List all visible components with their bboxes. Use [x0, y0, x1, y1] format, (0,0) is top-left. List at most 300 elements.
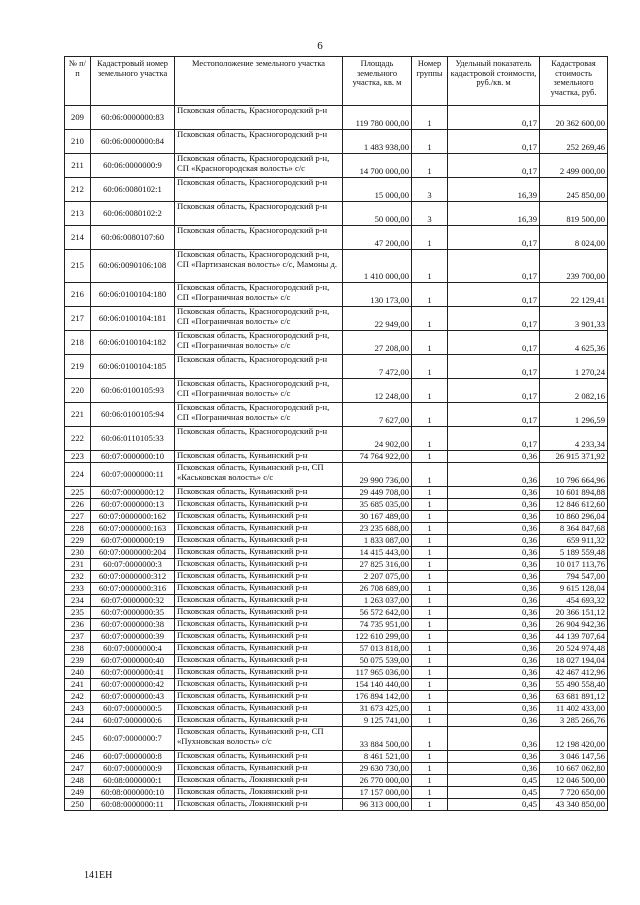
table-row	[65, 619, 608, 631]
cell-area: 122 610 299,00	[343, 631, 412, 643]
cell-cadastral-number: 60:06:0100104:185	[91, 355, 175, 379]
cell-group-number: 3	[412, 202, 448, 226]
cell-area: 14 700 000,00	[343, 154, 412, 178]
cell-cadastral-number: 60:06:0080102:1	[91, 178, 175, 202]
cell-area: 27 825 316,00	[343, 559, 412, 571]
cell-cadastral-number: 60:07:0000000:6	[91, 715, 175, 727]
cell-area: 26 708 689,00	[343, 583, 412, 595]
cell-row-number: 223	[65, 451, 91, 463]
cell-specific-value: 16,39	[448, 202, 540, 226]
cell-specific-value: 0,36	[448, 487, 540, 499]
cell-row-number: 232	[65, 571, 91, 583]
cell-area: 31 673 425,00	[343, 703, 412, 715]
cell-row-number: 242	[65, 691, 91, 703]
cell-cadastral-number: 60:06:0110105:33	[91, 427, 175, 451]
cell-cadastral-value: 10 860 296,04	[540, 511, 608, 523]
cell-row-number: 245	[65, 727, 91, 751]
cell-row-number: 248	[65, 775, 91, 787]
cell-cadastral-number: 60:07:0000000:39	[91, 631, 175, 643]
cell-group-number: 1	[412, 154, 448, 178]
cell-row-number: 249	[65, 787, 91, 799]
cell-cadastral-value: 12 046 500,00	[540, 775, 608, 787]
cell-specific-value: 0,36	[448, 511, 540, 523]
cell-area: 50 075 539,00	[343, 655, 412, 667]
cell-area: 29 630 730,00	[343, 763, 412, 775]
cell-row-number: 211	[65, 154, 91, 178]
cell-group-number: 1	[412, 799, 448, 811]
table-row	[65, 679, 608, 691]
cell-location: Псковская область, Куньинский р-н	[175, 655, 343, 667]
cell-area: 14 415 443,00	[343, 547, 412, 559]
cell-row-number: 217	[65, 307, 91, 331]
cell-area: 1 410 000,00	[343, 250, 412, 283]
cell-row-number: 222	[65, 427, 91, 451]
cell-specific-value: 0,36	[448, 679, 540, 691]
cell-cadastral-number: 60:07:0000000:204	[91, 547, 175, 559]
cell-specific-value: 0,17	[448, 379, 540, 403]
cell-cadastral-value: 5 189 559,48	[540, 547, 608, 559]
cell-group-number: 1	[412, 355, 448, 379]
table-row	[65, 523, 608, 535]
cell-cadastral-value: 22 129,41	[540, 283, 608, 307]
cell-cadastral-value: 8 364 847,68	[540, 523, 608, 535]
cell-location: Псковская область, Куньинский р-н	[175, 619, 343, 631]
cell-location: Псковская область, Куньинский р-н	[175, 535, 343, 547]
cell-specific-value: 0,36	[448, 595, 540, 607]
cell-specific-value: 0,36	[448, 763, 540, 775]
cell-specific-value: 0,17	[448, 355, 540, 379]
cell-group-number: 1	[412, 226, 448, 250]
cell-row-number: 226	[65, 499, 91, 511]
cell-cadastral-number: 60:07:0000000:162	[91, 511, 175, 523]
cell-cadastral-number: 60:07:0000000:11	[91, 463, 175, 487]
cell-group-number: 1	[412, 667, 448, 679]
cell-location: Псковская область, Куньинский р-н	[175, 487, 343, 499]
cell-area: 1 483 938,00	[343, 130, 412, 154]
table-row	[65, 799, 608, 811]
cell-cadastral-number: 60:07:0000000:312	[91, 571, 175, 583]
cell-specific-value: 0,17	[448, 130, 540, 154]
cell-cadastral-value: 44 139 707,64	[540, 631, 608, 643]
cell-group-number: 1	[412, 106, 448, 130]
cell-area: 154 140 440,00	[343, 679, 412, 691]
cell-location: Псковская область, Куньинский р-н	[175, 763, 343, 775]
cell-area: 30 167 489,00	[343, 511, 412, 523]
cell-cadastral-value: 239 700,00	[540, 250, 608, 283]
cell-area: 117 965 036,00	[343, 667, 412, 679]
cell-row-number: 214	[65, 226, 91, 250]
cell-location: Псковская область, Красногородский р-н, СП «Пограничная волость» с/с	[175, 283, 343, 307]
cell-group-number: 1	[412, 583, 448, 595]
cell-row-number: 236	[65, 619, 91, 631]
cell-location: Псковская область, Красногородский р-н	[175, 130, 343, 154]
table-row	[65, 487, 608, 499]
cell-group-number: 1	[412, 379, 448, 403]
cell-row-number: 210	[65, 130, 91, 154]
cell-row-number: 221	[65, 403, 91, 427]
header-area: Площадь земельного участка, кв. м	[343, 57, 412, 106]
cell-row-number: 220	[65, 379, 91, 403]
cell-area: 176 894 142,00	[343, 691, 412, 703]
table-row	[65, 607, 608, 619]
cell-cadastral-value: 63 681 891,12	[540, 691, 608, 703]
cell-specific-value: 0,36	[448, 499, 540, 511]
table-row	[65, 130, 608, 154]
cell-group-number: 1	[412, 751, 448, 763]
cell-cadastral-number: 60:06:0100104:181	[91, 307, 175, 331]
cell-location: Псковская область, Локнянский р-н	[175, 775, 343, 787]
cell-cadastral-value: 4 625,36	[540, 331, 608, 355]
cell-specific-value: 0,17	[448, 250, 540, 283]
cell-group-number: 1	[412, 619, 448, 631]
cell-cadastral-number: 60:07:0000000:35	[91, 607, 175, 619]
cell-specific-value: 0,36	[448, 703, 540, 715]
table-header-row	[65, 57, 608, 106]
cell-specific-value: 0,45	[448, 787, 540, 799]
table-row	[65, 535, 608, 547]
cell-cadastral-number: 60:07:0000000:41	[91, 667, 175, 679]
table-row	[65, 667, 608, 679]
cell-row-number: 230	[65, 547, 91, 559]
cell-cadastral-number: 60:07:0000000:38	[91, 619, 175, 631]
cell-row-number: 240	[65, 667, 91, 679]
cell-specific-value: 0,36	[448, 571, 540, 583]
cell-location: Псковская область, Красногородский р-н	[175, 427, 343, 451]
cell-group-number: 1	[412, 787, 448, 799]
cell-area: 22 949,00	[343, 307, 412, 331]
cell-cadastral-value: 42 467 412,96	[540, 667, 608, 679]
table-row	[65, 403, 608, 427]
cell-cadastral-value: 794 547,00	[540, 571, 608, 583]
cell-row-number: 218	[65, 331, 91, 355]
cell-specific-value: 0,36	[448, 463, 540, 487]
cell-area: 9 125 741,00	[343, 715, 412, 727]
table-row	[65, 703, 608, 715]
cell-row-number: 238	[65, 643, 91, 655]
cell-specific-value: 0,36	[448, 535, 540, 547]
cell-location: Псковская область, Красногородский р-н, СП «Пограничная волость» с/с	[175, 403, 343, 427]
cell-specific-value: 0,45	[448, 775, 540, 787]
cell-specific-value: 0,17	[448, 427, 540, 451]
cell-location: Псковская область, Куньинский р-н	[175, 679, 343, 691]
cell-location: Псковская область, Куньинский р-н	[175, 643, 343, 655]
cell-row-number: 244	[65, 715, 91, 727]
cell-area: 7 472,00	[343, 355, 412, 379]
cell-area: 7 627,00	[343, 403, 412, 427]
table-row	[65, 727, 608, 751]
cell-area: 96 313 000,00	[343, 799, 412, 811]
cell-cadastral-number: 60:06:0100105:94	[91, 403, 175, 427]
cell-specific-value: 0,17	[448, 106, 540, 130]
cell-area: 1 833 087,00	[343, 535, 412, 547]
cell-specific-value: 0,36	[448, 607, 540, 619]
cell-cadastral-value: 10 601 894,88	[540, 487, 608, 499]
cell-specific-value: 0,36	[448, 523, 540, 535]
cell-specific-value: 0,36	[448, 727, 540, 751]
cell-cadastral-value: 3 901,33	[540, 307, 608, 331]
table-row	[65, 154, 608, 178]
cell-cadastral-value: 26 915 371,92	[540, 451, 608, 463]
table-row	[65, 178, 608, 202]
cell-specific-value: 0,36	[448, 559, 540, 571]
table-row	[65, 451, 608, 463]
cell-group-number: 1	[412, 547, 448, 559]
cell-cadastral-value: 20 362 600,00	[540, 106, 608, 130]
table-row	[65, 106, 608, 130]
table-row	[65, 226, 608, 250]
cell-row-number: 229	[65, 535, 91, 547]
table-row	[65, 559, 608, 571]
cell-specific-value: 16,39	[448, 178, 540, 202]
cell-row-number: 243	[65, 703, 91, 715]
cell-location: Псковская область, Красногородский р-н	[175, 355, 343, 379]
cell-cadastral-number: 60:07:0000000:8	[91, 751, 175, 763]
cell-cadastral-number: 60:07:0000000:10	[91, 451, 175, 463]
cell-area: 15 000,00	[343, 178, 412, 202]
cell-area: 56 572 642,00	[343, 607, 412, 619]
cell-specific-value: 0,36	[448, 631, 540, 643]
cell-location: Псковская область, Красногородский р-н, СП «Партизанская волость» с/с, Мамоны д.	[175, 250, 343, 283]
cell-row-number: 237	[65, 631, 91, 643]
cell-location: Псковская область, Куньинский р-н	[175, 631, 343, 643]
table-row	[65, 463, 608, 487]
cell-cadastral-number: 60:07:0000000:5	[91, 703, 175, 715]
cell-row-number: 233	[65, 583, 91, 595]
table-row	[65, 307, 608, 331]
cell-row-number: 231	[65, 559, 91, 571]
cell-cadastral-value: 3 046 147,56	[540, 751, 608, 763]
cell-group-number: 1	[412, 250, 448, 283]
cell-location: Псковская область, Красногородский р-н	[175, 178, 343, 202]
cell-group-number: 1	[412, 643, 448, 655]
cell-cadastral-number: 60:06:0100104:182	[91, 331, 175, 355]
cell-cadastral-value: 7 720 650,00	[540, 787, 608, 799]
cell-location: Псковская область, Куньинский р-н	[175, 595, 343, 607]
cell-cadastral-value: 10 667 062,80	[540, 763, 608, 775]
cell-specific-value: 0,45	[448, 799, 540, 811]
cell-cadastral-value: 245 850,00	[540, 178, 608, 202]
cell-specific-value: 0,36	[448, 655, 540, 667]
cell-row-number: 250	[65, 799, 91, 811]
cell-cadastral-value: 10 017 113,76	[540, 559, 608, 571]
cell-location: Псковская область, Куньинский р-н	[175, 547, 343, 559]
cell-group-number: 1	[412, 283, 448, 307]
cell-cadastral-number: 60:06:0100104:180	[91, 283, 175, 307]
cell-location: Псковская область, Куньинский р-н	[175, 691, 343, 703]
cell-cadastral-value: 819 500,00	[540, 202, 608, 226]
cell-location: Псковская область, Куньинский р-н	[175, 715, 343, 727]
cell-cadastral-number: 60:07:0000000:12	[91, 487, 175, 499]
cell-cadastral-number: 60:06:0090106:108	[91, 250, 175, 283]
table-row	[65, 643, 608, 655]
cell-row-number: 213	[65, 202, 91, 226]
cell-group-number: 1	[412, 403, 448, 427]
table-row	[65, 571, 608, 583]
table-row	[65, 283, 608, 307]
cell-location: Псковская область, Красногородский р-н	[175, 106, 343, 130]
cell-group-number: 1	[412, 511, 448, 523]
cell-row-number: 234	[65, 595, 91, 607]
header-cadastral-number: Кадастровый номер земельного участка	[91, 57, 175, 106]
cell-group-number: 1	[412, 571, 448, 583]
cell-cadastral-value: 55 490 558,40	[540, 679, 608, 691]
cell-cadastral-value: 26 904 942,36	[540, 619, 608, 631]
header-cadastral-value: Кадастровая стоимость земельного участка, руб.	[540, 57, 608, 106]
cell-specific-value: 0,17	[448, 331, 540, 355]
cell-row-number: 247	[65, 763, 91, 775]
cell-specific-value: 0,36	[448, 583, 540, 595]
table-row	[65, 751, 608, 763]
cell-area: 130 173,00	[343, 283, 412, 307]
cell-group-number: 1	[412, 775, 448, 787]
cell-group-number: 1	[412, 463, 448, 487]
cell-area: 23 235 688,00	[343, 523, 412, 535]
cell-row-number: 224	[65, 463, 91, 487]
cell-cadastral-value: 8 024,00	[540, 226, 608, 250]
cell-cadastral-number: 60:06:0000000:84	[91, 130, 175, 154]
cell-area: 119 780 000,00	[343, 106, 412, 130]
header-location: Местоположение земельного участка	[175, 57, 343, 106]
page-number: 6	[317, 40, 323, 52]
cell-location: Псковская область, Локнянский р-н	[175, 787, 343, 799]
cell-location: Псковская область, Куньинский р-н	[175, 571, 343, 583]
cell-row-number: 227	[65, 511, 91, 523]
table-row	[65, 631, 608, 643]
table-row	[65, 595, 608, 607]
cell-area: 74 735 951,00	[343, 619, 412, 631]
cell-group-number: 1	[412, 631, 448, 643]
cell-specific-value: 0,17	[448, 283, 540, 307]
cell-row-number: 241	[65, 679, 91, 691]
cell-row-number: 239	[65, 655, 91, 667]
cell-cadastral-number: 60:06:0100105:93	[91, 379, 175, 403]
cell-location: Псковская область, Куньинский р-н	[175, 751, 343, 763]
cell-group-number: 1	[412, 703, 448, 715]
cell-location: Псковская область, Локнянский р-н	[175, 799, 343, 811]
cell-specific-value: 0,36	[448, 451, 540, 463]
table-row	[65, 547, 608, 559]
cell-cadastral-value: 20 366 151,12	[540, 607, 608, 619]
cell-location: Псковская область, Куньинский р-н	[175, 499, 343, 511]
cell-row-number: 215	[65, 250, 91, 283]
cell-cadastral-value: 454 693,32	[540, 595, 608, 607]
cell-location: Псковская область, Куньинский р-н	[175, 667, 343, 679]
cell-cadastral-value: 18 027 194,04	[540, 655, 608, 667]
cell-row-number: 246	[65, 751, 91, 763]
cell-area: 57 013 818,00	[343, 643, 412, 655]
table-row	[65, 250, 608, 283]
cell-group-number: 1	[412, 715, 448, 727]
cell-cadastral-number: 60:07:0000000:42	[91, 679, 175, 691]
cell-location: Псковская область, Куньинский р-н	[175, 511, 343, 523]
header-group: Номер группы	[412, 57, 448, 106]
cell-cadastral-number: 60:07:0000000:9	[91, 763, 175, 775]
cell-area: 74 764 922,00	[343, 451, 412, 463]
cell-area: 50 000,00	[343, 202, 412, 226]
table-row	[65, 499, 608, 511]
cell-cadastral-value: 2 082,16	[540, 379, 608, 403]
cell-group-number: 1	[412, 331, 448, 355]
cell-location: Псковская область, Куньинский р-н, СП «Пухновская волость» с/с	[175, 727, 343, 751]
cell-row-number: 209	[65, 106, 91, 130]
cell-group-number: 1	[412, 679, 448, 691]
cell-area: 29 990 736,00	[343, 463, 412, 487]
table-row	[65, 427, 608, 451]
cell-row-number: 228	[65, 523, 91, 535]
cell-cadastral-value: 252 269,46	[540, 130, 608, 154]
cell-cadastral-number: 60:08:0000000:1	[91, 775, 175, 787]
cell-row-number: 225	[65, 487, 91, 499]
cell-cadastral-number: 60:07:0000000:13	[91, 499, 175, 511]
cell-area: 47 200,00	[343, 226, 412, 250]
cell-row-number: 216	[65, 283, 91, 307]
table-row	[65, 715, 608, 727]
cell-area: 27 208,00	[343, 331, 412, 355]
table-row	[65, 787, 608, 799]
table-row	[65, 655, 608, 667]
table-row	[65, 379, 608, 403]
cadastral-table	[64, 56, 608, 811]
cell-cadastral-value: 12 846 612,60	[540, 499, 608, 511]
cell-area: 35 685 035,00	[343, 499, 412, 511]
cell-cadastral-number: 60:07:0000000:19	[91, 535, 175, 547]
cell-location: Псковская область, Куньинский р-н, СП «Каськовская волость» с/с	[175, 463, 343, 487]
cell-specific-value: 0,36	[448, 751, 540, 763]
cell-group-number: 1	[412, 307, 448, 331]
cell-specific-value: 0,36	[448, 619, 540, 631]
cell-cadastral-number: 60:07:0000000:40	[91, 655, 175, 667]
cell-group-number: 1	[412, 523, 448, 535]
table-row	[65, 511, 608, 523]
cell-group-number: 1	[412, 130, 448, 154]
cell-area: 12 248,00	[343, 379, 412, 403]
cell-cadastral-number: 60:07:0000000:163	[91, 523, 175, 535]
cell-cadastral-number: 60:06:0000000:83	[91, 106, 175, 130]
cell-location: Псковская область, Куньинский р-н	[175, 523, 343, 535]
cell-group-number: 1	[412, 559, 448, 571]
cell-cadastral-value: 12 198 420,00	[540, 727, 608, 751]
cell-cadastral-number: 60:07:0000000:32	[91, 595, 175, 607]
cell-specific-value: 0,36	[448, 667, 540, 679]
cell-location: Псковская область, Куньинский р-н	[175, 559, 343, 571]
cell-cadastral-number: 60:07:0000000:4	[91, 643, 175, 655]
cell-cadastral-number: 60:08:0000000:10	[91, 787, 175, 799]
cell-group-number: 3	[412, 178, 448, 202]
cell-cadastral-value: 4 233,34	[540, 427, 608, 451]
cell-area: 1 263 037,00	[343, 595, 412, 607]
cell-row-number: 235	[65, 607, 91, 619]
cell-area: 17 157 000,00	[343, 787, 412, 799]
header-num: № п/п	[65, 57, 91, 106]
cell-group-number: 1	[412, 655, 448, 667]
cell-cadastral-value: 1 270,24	[540, 355, 608, 379]
header-specific-value: Удельный показатель кадастровой стоимости, руб./кв. м	[448, 57, 540, 106]
cell-cadastral-value: 3 285 266,76	[540, 715, 608, 727]
cell-location: Псковская область, Куньинский р-н	[175, 703, 343, 715]
cell-row-number: 212	[65, 178, 91, 202]
cell-cadastral-number: 60:06:0080102:2	[91, 202, 175, 226]
cell-cadastral-value: 659 911,32	[540, 535, 608, 547]
cell-area: 33 884 500,00	[343, 727, 412, 751]
cell-specific-value: 0,17	[448, 403, 540, 427]
table-row	[65, 355, 608, 379]
cell-area: 24 902,00	[343, 427, 412, 451]
cell-group-number: 1	[412, 451, 448, 463]
cell-location: Псковская область, Красногородский р-н	[175, 202, 343, 226]
table-row	[65, 583, 608, 595]
cell-cadastral-number: 60:07:0000000:7	[91, 727, 175, 751]
cell-row-number: 219	[65, 355, 91, 379]
